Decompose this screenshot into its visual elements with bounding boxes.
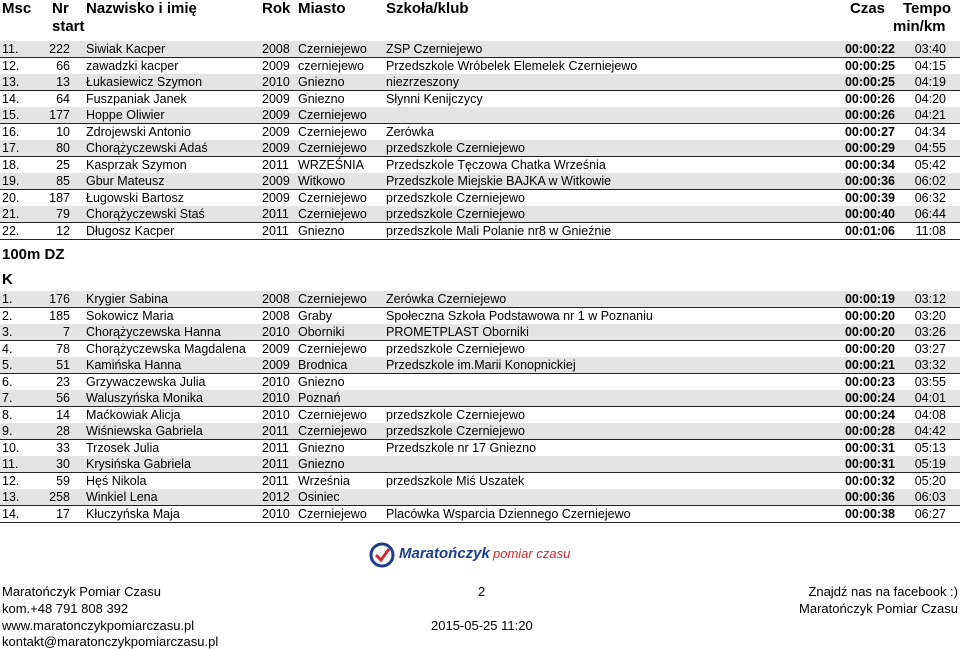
cell-tempo: 06:27 xyxy=(914,506,946,521)
cell-name: Sokowicz Maria xyxy=(86,308,174,323)
cell-name: Kłuczyńska Maja xyxy=(86,506,180,521)
cell-tempo: 11:08 xyxy=(915,223,946,238)
cell-msc: 17. xyxy=(2,141,20,155)
cell-rok: 2009 xyxy=(262,141,290,155)
cell-rok: 2009 xyxy=(262,358,290,372)
cell-nr: 56 xyxy=(56,391,70,405)
cell-time: 00:00:24 xyxy=(844,391,895,405)
cell-city: Witkowo xyxy=(298,174,346,188)
footer-facebook: Znajdź nas na facebook :) xyxy=(808,584,958,599)
section-subtitle: K xyxy=(2,271,13,288)
cell-club: przedszkole Czerniejewo xyxy=(386,407,525,422)
cell-name: Winkiel Lena xyxy=(86,490,158,504)
cell-name: Hoppe Oliwier xyxy=(86,108,165,122)
cell-tempo: 03:27 xyxy=(914,341,946,356)
cell-rok: 2009 xyxy=(262,174,290,188)
cell-msc: 7. xyxy=(2,391,13,405)
cell-time: 00:00:27 xyxy=(844,124,895,139)
cell-nr: 185 xyxy=(49,308,70,323)
cell-nr: 78 xyxy=(56,341,70,356)
cell-time: 00:00:38 xyxy=(844,506,895,521)
cell-city: Gniezno xyxy=(298,374,345,389)
cell-club: Placówka Wsparcia Dziennego Czerniejewo xyxy=(386,506,631,521)
cell-msc: 13. xyxy=(2,490,20,504)
cell-tempo: 04:34 xyxy=(914,124,946,139)
cell-city: Czerniejewo xyxy=(298,506,367,521)
table-row xyxy=(0,390,960,407)
cell-nr: 85 xyxy=(56,174,70,188)
cell-club: Zerówka Czerniejewo xyxy=(386,292,507,306)
footer-website[interactable]: www.maratonczykpomiarczasu.pl xyxy=(2,618,195,633)
cell-rok: 2008 xyxy=(262,308,290,323)
cell-time: 00:00:26 xyxy=(844,108,895,122)
header-tempo: Tempo xyxy=(903,0,952,17)
cell-city: Czerniejewo xyxy=(298,407,367,422)
cell-rok: 2008 xyxy=(262,42,290,56)
header-club: Szkoła/klub xyxy=(386,0,469,17)
cell-rok: 2011 xyxy=(262,424,289,438)
cell-club: przedszkole Czerniejewo xyxy=(386,341,525,356)
table-row xyxy=(0,506,960,523)
cell-city: Gniezno xyxy=(298,223,345,238)
table-row xyxy=(0,223,960,240)
cell-name: Krygier Sabina xyxy=(86,292,168,306)
header-name: Nazwisko i imię xyxy=(86,0,197,17)
cell-msc: 11. xyxy=(2,457,19,471)
cell-rok: 2009 xyxy=(262,58,290,73)
cell-time: 00:00:36 xyxy=(844,490,895,504)
cell-time: 00:00:36 xyxy=(844,174,895,188)
footer-email[interactable]: kontakt@maratonczykpomiarczasu.pl xyxy=(2,634,219,649)
cell-name: Siwiak Kacper xyxy=(86,42,166,56)
section-title: 100m DZ xyxy=(2,246,65,263)
cell-club: przedszkole Czerniejewo xyxy=(386,190,525,205)
cell-rok: 2011 xyxy=(262,207,289,221)
cell-city: Czerniejewo xyxy=(298,108,367,122)
cell-msc: 14. xyxy=(2,506,20,521)
table-row xyxy=(0,74,960,91)
cell-tempo: 05:19 xyxy=(914,457,946,471)
cell-nr: 30 xyxy=(56,457,70,471)
print-datetime: 2015-05-25 11:20 xyxy=(431,618,533,633)
cell-rok: 2011 xyxy=(262,473,289,488)
cell-msc: 18. xyxy=(2,157,20,172)
cell-name: Długosz Kacper xyxy=(86,223,175,238)
cell-tempo: 04:19 xyxy=(914,75,946,89)
cell-rok: 2009 xyxy=(262,341,290,356)
cell-club: Zerówka xyxy=(386,124,434,139)
cell-city: Graby xyxy=(298,308,333,323)
cell-name: Ługowski Bartosz xyxy=(86,190,184,205)
cell-name: Łukasiewicz Szymon xyxy=(86,75,203,89)
cell-name: Chorążyczewski Staś xyxy=(86,207,205,221)
cell-tempo: 05:20 xyxy=(914,473,946,488)
cell-msc: 21. xyxy=(2,207,20,221)
table-row xyxy=(0,206,960,223)
cell-msc: 12. xyxy=(2,58,20,73)
cell-nr: 177 xyxy=(49,108,70,122)
cell-rok: 2012 xyxy=(262,490,290,504)
cell-name: Wiśniewska Gabriela xyxy=(86,424,203,438)
cell-time: 00:00:22 xyxy=(844,42,895,56)
table-row xyxy=(0,124,960,141)
cell-tempo: 03:32 xyxy=(914,358,946,372)
cell-tempo: 04:55 xyxy=(914,141,946,155)
footer-company: Maratończyk Pomiar Czasu xyxy=(2,584,161,599)
cell-rok: 2010 xyxy=(262,75,290,89)
cell-city: Czerniejewo xyxy=(298,190,367,205)
cell-city: Czerniejewo xyxy=(298,424,367,438)
cell-name: zawadzki kacper xyxy=(86,58,179,73)
cell-city: czerniejewo xyxy=(298,58,365,73)
header-time: Czas xyxy=(850,0,886,17)
cell-nr: 10 xyxy=(56,124,70,139)
cell-city: Czerniejewo xyxy=(298,141,367,155)
cell-club: Przedszkole Miejskie BAJKA w Witkowie xyxy=(386,174,612,188)
cell-tempo: 06:03 xyxy=(914,490,946,504)
cell-tempo: 03:20 xyxy=(914,308,946,323)
cell-nr: 25 xyxy=(56,157,70,172)
cell-club: Słynni Kenijczycy xyxy=(386,91,483,106)
footer-company-right: Maratończyk Pomiar Czasu xyxy=(799,601,958,616)
cell-time: 00:00:26 xyxy=(844,91,895,106)
cell-msc: 10. xyxy=(2,440,20,455)
cell-nr: 14 xyxy=(56,407,70,422)
cell-nr: 28 xyxy=(56,424,70,438)
cell-msc: 1. xyxy=(2,292,13,306)
cell-msc: 3. xyxy=(2,325,13,339)
logo-text: Maratończyk xyxy=(399,545,490,562)
cell-city: Gniezno xyxy=(298,91,345,106)
cell-city: Czerniejewo xyxy=(298,124,367,139)
cell-city: Gniezno xyxy=(298,440,345,455)
header-city: Miasto xyxy=(298,0,346,17)
cell-name: Hęś Nikola xyxy=(86,473,147,488)
cell-city: Czerniejewo xyxy=(298,341,367,356)
cell-club: Przedszkole Tęczowa Chatka Września xyxy=(386,157,606,172)
cell-rok: 2010 xyxy=(262,506,290,521)
cell-rok: 2011 xyxy=(262,157,289,172)
cell-name: Kamińska Hanna xyxy=(86,358,182,372)
cell-msc: 11. xyxy=(2,42,19,56)
cell-nr: 7 xyxy=(63,325,70,339)
cell-tempo: 04:42 xyxy=(914,424,946,438)
cell-nr: 79 xyxy=(56,207,70,221)
cell-time: 00:00:23 xyxy=(844,374,895,389)
cell-nr: 13 xyxy=(56,75,70,89)
table-row xyxy=(0,173,960,190)
cell-tempo: 03:12 xyxy=(914,292,946,306)
cell-tempo: 04:01 xyxy=(914,391,946,405)
cell-name: Chorążyczewska Magdalena xyxy=(86,341,246,356)
cell-time: 00:00:20 xyxy=(844,308,895,323)
table-row xyxy=(0,41,960,58)
cell-time: 00:00:20 xyxy=(844,341,895,356)
cell-time: 00:00:24 xyxy=(844,407,895,422)
cell-nr: 64 xyxy=(56,91,70,106)
table-row xyxy=(0,407,960,424)
cell-city: Poznań xyxy=(298,391,341,405)
cell-time: 00:00:29 xyxy=(844,141,895,155)
header-start: start xyxy=(52,18,85,35)
cell-name: Chorążyczewski Adaś xyxy=(86,141,208,155)
cell-city: Września xyxy=(298,473,350,488)
table-row xyxy=(0,423,960,440)
cell-name: Kasprzak Szymon xyxy=(86,157,187,172)
table-row xyxy=(0,473,960,490)
table-row xyxy=(0,58,960,75)
cell-city: Oborniki xyxy=(298,325,345,339)
cell-nr: 12 xyxy=(56,223,70,238)
cell-name: Maćkowiak Alicja xyxy=(86,407,181,422)
table-row xyxy=(0,324,960,341)
cell-time: 00:00:25 xyxy=(844,75,895,89)
header-tempo-unit: min/km xyxy=(893,18,946,35)
table-row xyxy=(0,456,960,473)
cell-club: przedszkole Czerniejewo xyxy=(386,424,525,438)
cell-msc: 12. xyxy=(2,473,20,488)
cell-tempo: 05:42 xyxy=(914,157,946,172)
cell-club: Przedszkole Wróbelek Elemelek Czerniejewo xyxy=(386,58,638,73)
cell-time: 00:00:21 xyxy=(844,358,895,372)
table-row xyxy=(0,489,960,506)
cell-time: 00:00:25 xyxy=(844,58,895,73)
cell-tempo: 06:02 xyxy=(914,174,946,188)
cell-rok: 2009 xyxy=(262,190,290,205)
logo-text2: pomiar czasu xyxy=(493,546,571,561)
cell-tempo: 03:40 xyxy=(914,42,946,56)
cell-time: 00:00:31 xyxy=(844,440,895,455)
cell-city: WRZEŚNIA xyxy=(298,157,364,172)
cell-name: Zdrojewski Antonio xyxy=(86,124,191,139)
cell-rok: 2011 xyxy=(262,223,289,238)
cell-club: przedszkole Mali Polanie nr8 w Gnieźnie xyxy=(386,223,612,238)
cell-nr: 17 xyxy=(56,506,70,521)
cell-msc: 15. xyxy=(2,108,20,122)
header-msc: Msc xyxy=(2,0,32,17)
cell-msc: 22. xyxy=(2,223,20,238)
cell-msc: 8. xyxy=(2,407,13,422)
cell-rok: 2011 xyxy=(262,440,289,455)
cell-nr: 222 xyxy=(49,42,70,56)
cell-msc: 20. xyxy=(2,190,20,205)
header-rok: Rok xyxy=(262,0,291,17)
table-row xyxy=(0,308,960,325)
table-row xyxy=(0,91,960,108)
cell-tempo: 04:08 xyxy=(914,407,946,422)
cell-tempo: 06:44 xyxy=(914,207,946,221)
table-header xyxy=(0,0,960,40)
cell-name: Waluszyńska Monika xyxy=(86,391,203,405)
cell-rok: 2010 xyxy=(262,374,290,389)
cell-rok: 2010 xyxy=(262,325,290,339)
cell-club: przedszkole Czerniejewo xyxy=(386,207,525,221)
cell-rok: 2010 xyxy=(262,391,290,405)
cell-club: Społeczna Szkoła Podstawowa nr 1 w Poznaniu xyxy=(386,308,653,323)
cell-nr: 66 xyxy=(56,58,70,73)
header-nr: Nr xyxy=(52,0,69,17)
cell-time: 00:00:20 xyxy=(844,325,895,339)
table-row xyxy=(0,341,960,358)
cell-club: Przedszkole nr 17 Gniezno xyxy=(386,440,537,455)
cell-time: 00:00:34 xyxy=(844,157,895,172)
cell-msc: 13. xyxy=(2,75,20,89)
cell-msc: 5. xyxy=(2,358,13,372)
cell-name: Gbur Mateusz xyxy=(86,174,165,188)
cell-msc: 16. xyxy=(2,124,20,139)
cell-name: Grzywaczewska Julia xyxy=(86,374,206,389)
cell-name: Trzosek Julia xyxy=(86,440,160,455)
maratonczyk-logo xyxy=(367,540,597,574)
cell-time: 00:00:40 xyxy=(844,207,895,221)
footer-phone: kom.+48 791 808 392 xyxy=(2,601,129,616)
page-number: 2 xyxy=(478,584,486,599)
cell-name: Fuszpaniak Janek xyxy=(86,91,187,106)
cell-rok: 2010 xyxy=(262,407,290,422)
cell-city: Czerniejewo xyxy=(298,207,367,221)
cell-msc: 6. xyxy=(2,374,13,389)
cell-tempo: 06:32 xyxy=(914,190,946,205)
cell-rok: 2008 xyxy=(262,292,290,306)
cell-time: 00:00:19 xyxy=(844,292,895,306)
cell-city: Gniezno xyxy=(298,457,345,471)
cell-nr: 51 xyxy=(56,358,70,372)
cell-time: 00:01:06 xyxy=(844,223,895,238)
cell-msc: 14. xyxy=(2,91,20,106)
cell-rok: 2009 xyxy=(262,91,290,106)
cell-time: 00:00:28 xyxy=(844,424,895,438)
cell-city: Czerniejewo xyxy=(298,42,367,56)
cell-nr: 176 xyxy=(49,292,70,306)
cell-rok: 2009 xyxy=(262,124,290,139)
cell-time: 00:00:31 xyxy=(844,457,895,471)
cell-nr: 80 xyxy=(56,141,70,155)
cell-tempo: 03:26 xyxy=(914,325,946,339)
cell-nr: 187 xyxy=(49,190,70,205)
cell-nr: 23 xyxy=(56,374,70,389)
cell-name: Krysińska Gabriela xyxy=(86,457,191,471)
cell-msc: 9. xyxy=(2,424,13,438)
cell-rok: 2011 xyxy=(262,457,289,471)
cell-club: niezrzeszony xyxy=(386,75,459,89)
cell-tempo: 05:13 xyxy=(914,440,946,455)
cell-tempo: 03:55 xyxy=(914,374,946,389)
cell-city: Czerniejewo xyxy=(298,292,367,306)
cell-msc: 2. xyxy=(2,308,13,323)
cell-tempo: 04:21 xyxy=(914,108,946,122)
table-row xyxy=(0,440,960,457)
table-row xyxy=(0,190,960,207)
cell-nr: 59 xyxy=(56,473,70,488)
cell-city: Brodnica xyxy=(298,358,348,372)
cell-tempo: 04:20 xyxy=(914,91,946,106)
cell-city: Osiniec xyxy=(298,490,340,504)
cell-club: przedszkole Czerniejewo xyxy=(386,141,525,155)
cell-rok: 2009 xyxy=(262,108,290,122)
cell-club: ZSP Czerniejewo xyxy=(386,42,483,56)
table-row xyxy=(0,140,960,157)
cell-name: Chorążyczewska Hanna xyxy=(86,325,221,339)
table-row xyxy=(0,291,960,308)
cell-city: Gniezno xyxy=(298,75,345,89)
cell-club: Przedszkole im.Marii Konopnickiej xyxy=(386,358,576,372)
table-row xyxy=(0,374,960,391)
table-row xyxy=(0,107,960,124)
cell-msc: 19. xyxy=(2,174,20,188)
cell-time: 00:00:39 xyxy=(844,190,895,205)
cell-tempo: 04:15 xyxy=(914,58,946,73)
cell-club: PROMETPLAST Oborniki xyxy=(386,325,529,339)
cell-msc: 4. xyxy=(2,341,13,356)
cell-club: przedszkole Miś Uszatek xyxy=(386,473,525,488)
table-row xyxy=(0,157,960,174)
table-row xyxy=(0,357,960,374)
cell-time: 00:00:32 xyxy=(844,473,895,488)
cell-nr: 33 xyxy=(56,440,70,455)
cell-nr: 258 xyxy=(49,490,70,504)
